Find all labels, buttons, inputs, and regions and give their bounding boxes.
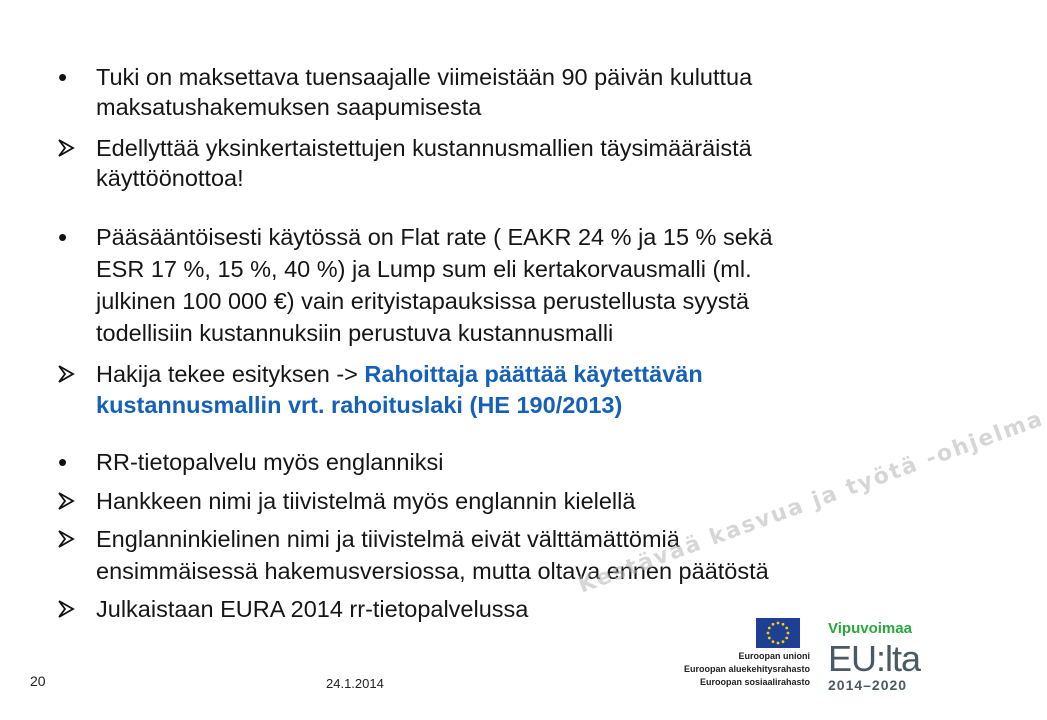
eulta-logo-text: EU:lta — [828, 638, 921, 679]
esf-label: Euroopan sosiaalirahasto — [699, 677, 810, 687]
bullet-marker: • — [58, 447, 68, 477]
text-line: Hankkeen nimi ja tiivistelmä myös englannin kielellä — [96, 488, 636, 514]
text-line: julkinen 100 000 €) vain erityistapauksissa perustellusta syystä — [96, 288, 750, 314]
eu-union-label: Euroopan unioni — [738, 651, 810, 661]
vipuvoimaa-logo-text: Vipuvoimaa — [828, 620, 912, 637]
text-line: käyttöönottoa! — [96, 165, 244, 191]
highlight-text: kustannusmallin vrt. rahoituslaki (HE 190/2013) — [96, 392, 623, 418]
text-line — [96, 359, 703, 389]
eu-flag-icon — [756, 618, 800, 648]
text-line: Tuki on maksettava tuensaajalle viimeistään 90 päivän kuluttua — [96, 64, 753, 90]
page-number: 20 — [30, 673, 46, 689]
text-line: ensimmäisessä hakemusversiossa, mutta oltava ennen päätöstä — [96, 558, 769, 584]
footer-date: 24.1.2014 — [326, 676, 384, 691]
bullet-marker: • — [58, 222, 68, 252]
text-prefix: Hakija tekee esityksen -> — [96, 361, 365, 387]
text-line: RR-tietopalvelu myös englanniksi — [96, 449, 444, 475]
arrow-bullet-icon — [56, 594, 76, 624]
arrow-bullet-icon — [56, 133, 76, 163]
text-line: ESR 17 %, 15 %, 40 %) ja Lump sum eli kertakorvausmalli (ml. — [96, 256, 752, 282]
text-line: Pääsääntöisesti käytössä on Flat rate ( EAKR 24 % ja 15 % sekä — [96, 224, 773, 250]
text-line: Englanninkielinen nimi ja tiivistelmä eivät välttämättömiä — [96, 526, 680, 552]
program-years: 2014–2020 — [828, 677, 908, 693]
highlight-text: Rahoittaja päättää käytettävän — [364, 361, 703, 387]
text-line: todellisiin kustannuksiin perustuva kustannusmalli — [96, 320, 614, 346]
arrow-bullet-icon — [56, 524, 76, 554]
text-line: Julkaistaan EURA 2014 rr-tietopalvelussa — [96, 596, 529, 622]
text-line: Edellyttää yksinkertaistettujen kustannusmallien täysimääräistä — [96, 135, 752, 161]
arrow-bullet-icon — [56, 359, 76, 389]
arrow-bullet-icon — [56, 486, 76, 516]
bullet-marker: • — [58, 62, 68, 92]
erdf-label: Euroopan aluekehitysrahasto — [683, 664, 810, 674]
text-line: maksatushakemuksen saapumisesta — [96, 94, 482, 120]
program-watermark: Kestävää kasvua ja työtä -ohjelma — [575, 406, 1047, 599]
